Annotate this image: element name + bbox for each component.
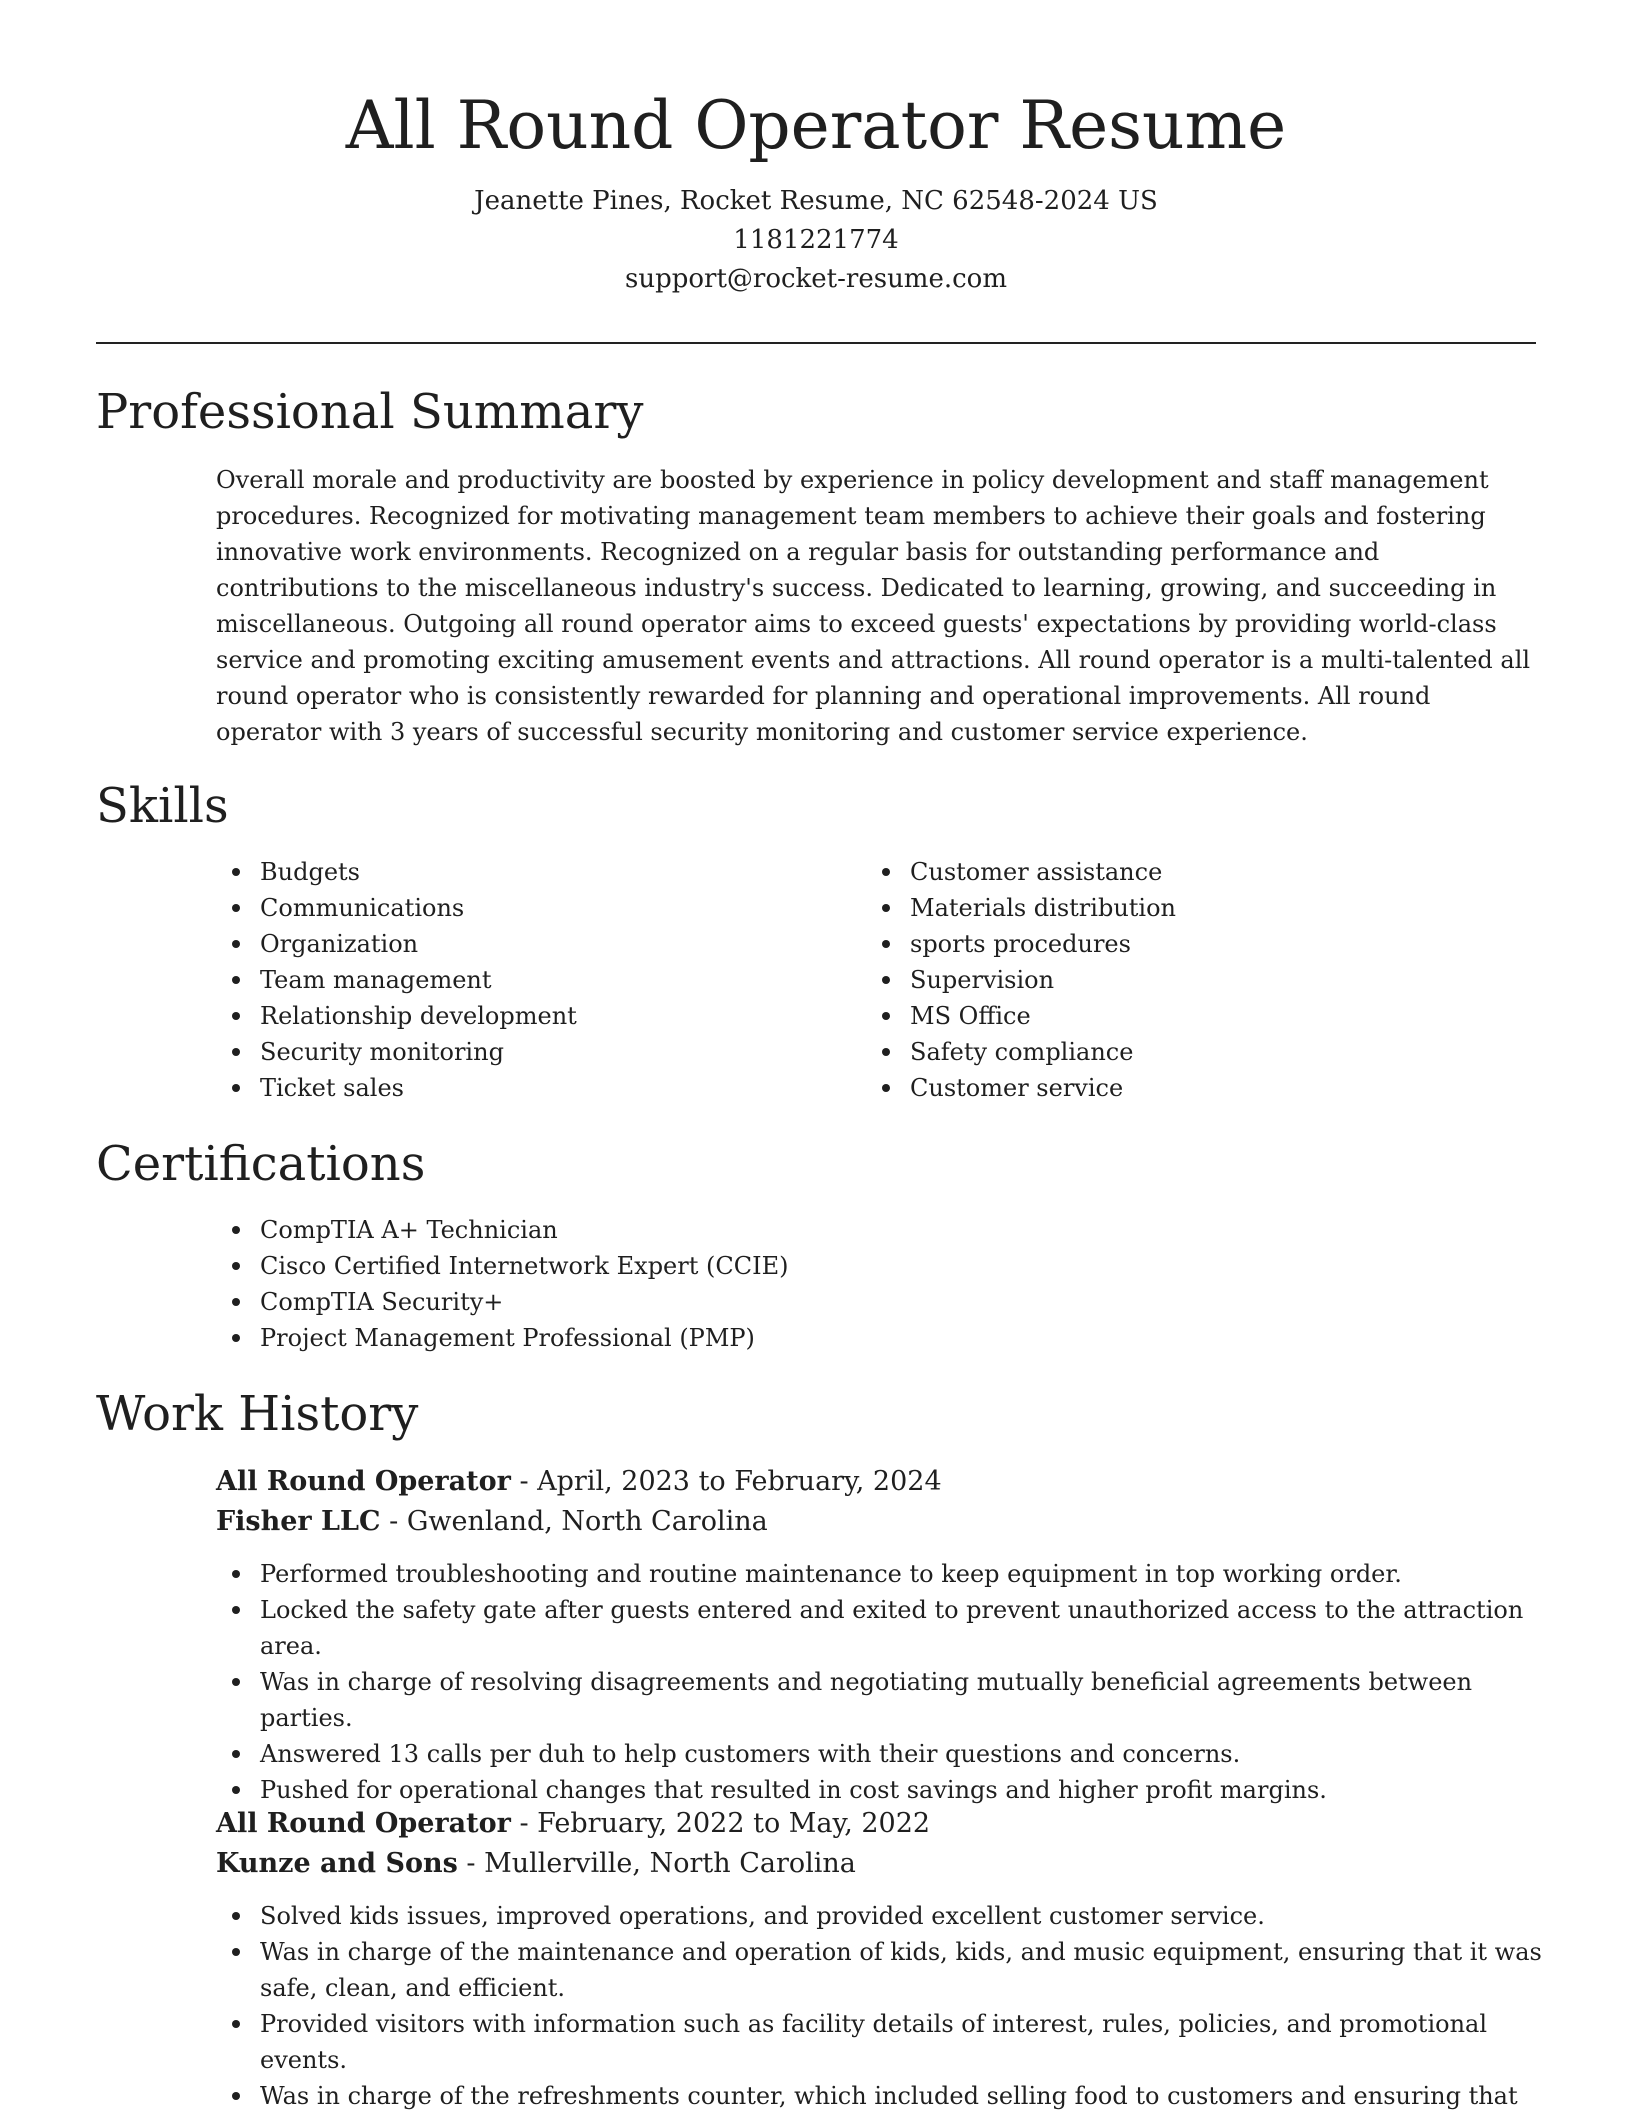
- list-item: Customer service: [866, 1070, 1506, 1106]
- list-item: Supervision: [866, 962, 1506, 998]
- resume-header: [0, 82, 1632, 299]
- skills-heading: Skills: [96, 778, 229, 834]
- list-item: Project Management Professional (PMP): [216, 1320, 1516, 1356]
- job-entry: [216, 1462, 1542, 1808]
- job-bullets: [216, 1898, 1542, 2114]
- list-item: Provided visitors with information such as facility details of interest, rules, policies, and promotional events.: [216, 2006, 1542, 2078]
- list-item: sports procedures: [866, 926, 1506, 962]
- job-location: - Gwenland, North Carolina: [380, 1506, 768, 1537]
- list-item: Organization: [216, 926, 856, 962]
- list-item: Security monitoring: [216, 1034, 856, 1070]
- job-role: All Round Operator: [216, 1466, 511, 1497]
- job-bullets: [216, 1556, 1542, 1808]
- list-item: Budgets: [216, 854, 856, 890]
- list-item: Pushed for operational changes that resulted in cost savings and higher profit margins.: [216, 1772, 1542, 1808]
- list-item: Was in charge of the refreshments counter, which included selling food to customers and ensuring that: [216, 2078, 1542, 2114]
- list-item: Cisco Certified Internetwork Expert (CCIE): [216, 1248, 1516, 1284]
- list-item: Was in charge of resolving disagreements and negotiating mutually beneficial agreements between parties.: [216, 1664, 1542, 1736]
- list-item: CompTIA Security+: [216, 1284, 1516, 1320]
- certifications-heading: Certifications: [96, 1136, 426, 1192]
- list-item: Team management: [216, 962, 856, 998]
- job-company: Kunze and Sons: [216, 1848, 458, 1879]
- job-company: Fisher LLC: [216, 1506, 381, 1537]
- list-item: Performed troubleshooting and routine maintenance to keep equipment in top working order.: [216, 1556, 1542, 1592]
- skills-list-left: [216, 854, 856, 1106]
- contact-email[interactable]: support@rocket-resume.com: [624, 264, 1007, 294]
- header-divider: [96, 342, 1536, 344]
- resume-title: All Round Operator Resume: [345, 87, 1287, 164]
- list-item: Communications: [216, 890, 856, 926]
- work-history-heading: Work History: [96, 1386, 419, 1442]
- list-item: Safety compliance: [866, 1034, 1506, 1070]
- job-dates: - February, 2022 to May, 2022: [510, 1808, 931, 1839]
- list-item: MS Office: [866, 998, 1506, 1034]
- summary-text: Overall morale and productivity are boosted by experience in policy development and staff management procedures. Recognized for motivating management team members to achieve their goals and fostering innovative work environments. Recognized on a regular basis for outstanding performance and contributions to the miscellaneous industry's success. Dedicated to learning, growing, and succeeding in miscellaneous. Outgoing all round operator aims to exceed guests' expectations by providing world-class service and promoting exciting amusement events and attractions. All round operator is a multi-talented all round operator who is consistently rewarded for planning and operational improvements. All round operator with 3 years of successful security monitoring and customer service experience.: [216, 466, 1531, 746]
- list-item: Materials distribution: [866, 890, 1506, 926]
- summary-heading: Professional Summary: [96, 384, 644, 440]
- list-item: Locked the safety gate after guests entered and exited to prevent unauthorized access to the attraction area.: [216, 1592, 1542, 1664]
- job-location: - Mullerville, North Carolina: [457, 1848, 856, 1879]
- list-item: Customer assistance: [866, 854, 1506, 890]
- job-title-line: [216, 1462, 1542, 1502]
- job-company-line: [216, 1844, 1542, 1884]
- list-item: Relationship development: [216, 998, 856, 1034]
- list-item: CompTIA A+ Technician: [216, 1212, 1516, 1248]
- contact-phone: 1181221774: [733, 225, 899, 255]
- job-dates: - April, 2023 to February, 2024: [510, 1466, 942, 1497]
- list-item: Solved kids issues, improved operations, and provided excellent customer service.: [216, 1898, 1542, 1934]
- contact-address: Jeanette Pines, Rocket Resume, NC 62548-2024 US: [474, 186, 1158, 216]
- list-item: Was in charge of the maintenance and operation of kids, kids, and music equipment, ensuring that it was safe, clean, and efficient.: [216, 1934, 1542, 2006]
- certifications-list: [216, 1212, 1516, 1356]
- list-item: Answered 13 calls per duh to help customers with their questions and concerns.: [216, 1736, 1542, 1772]
- job-entry: [216, 1804, 1542, 2114]
- job-title-line: [216, 1804, 1542, 1844]
- list-item: Ticket sales: [216, 1070, 856, 1106]
- skills-list-right: [866, 854, 1506, 1106]
- job-company-line: [216, 1502, 1542, 1542]
- job-role: All Round Operator: [216, 1808, 511, 1839]
